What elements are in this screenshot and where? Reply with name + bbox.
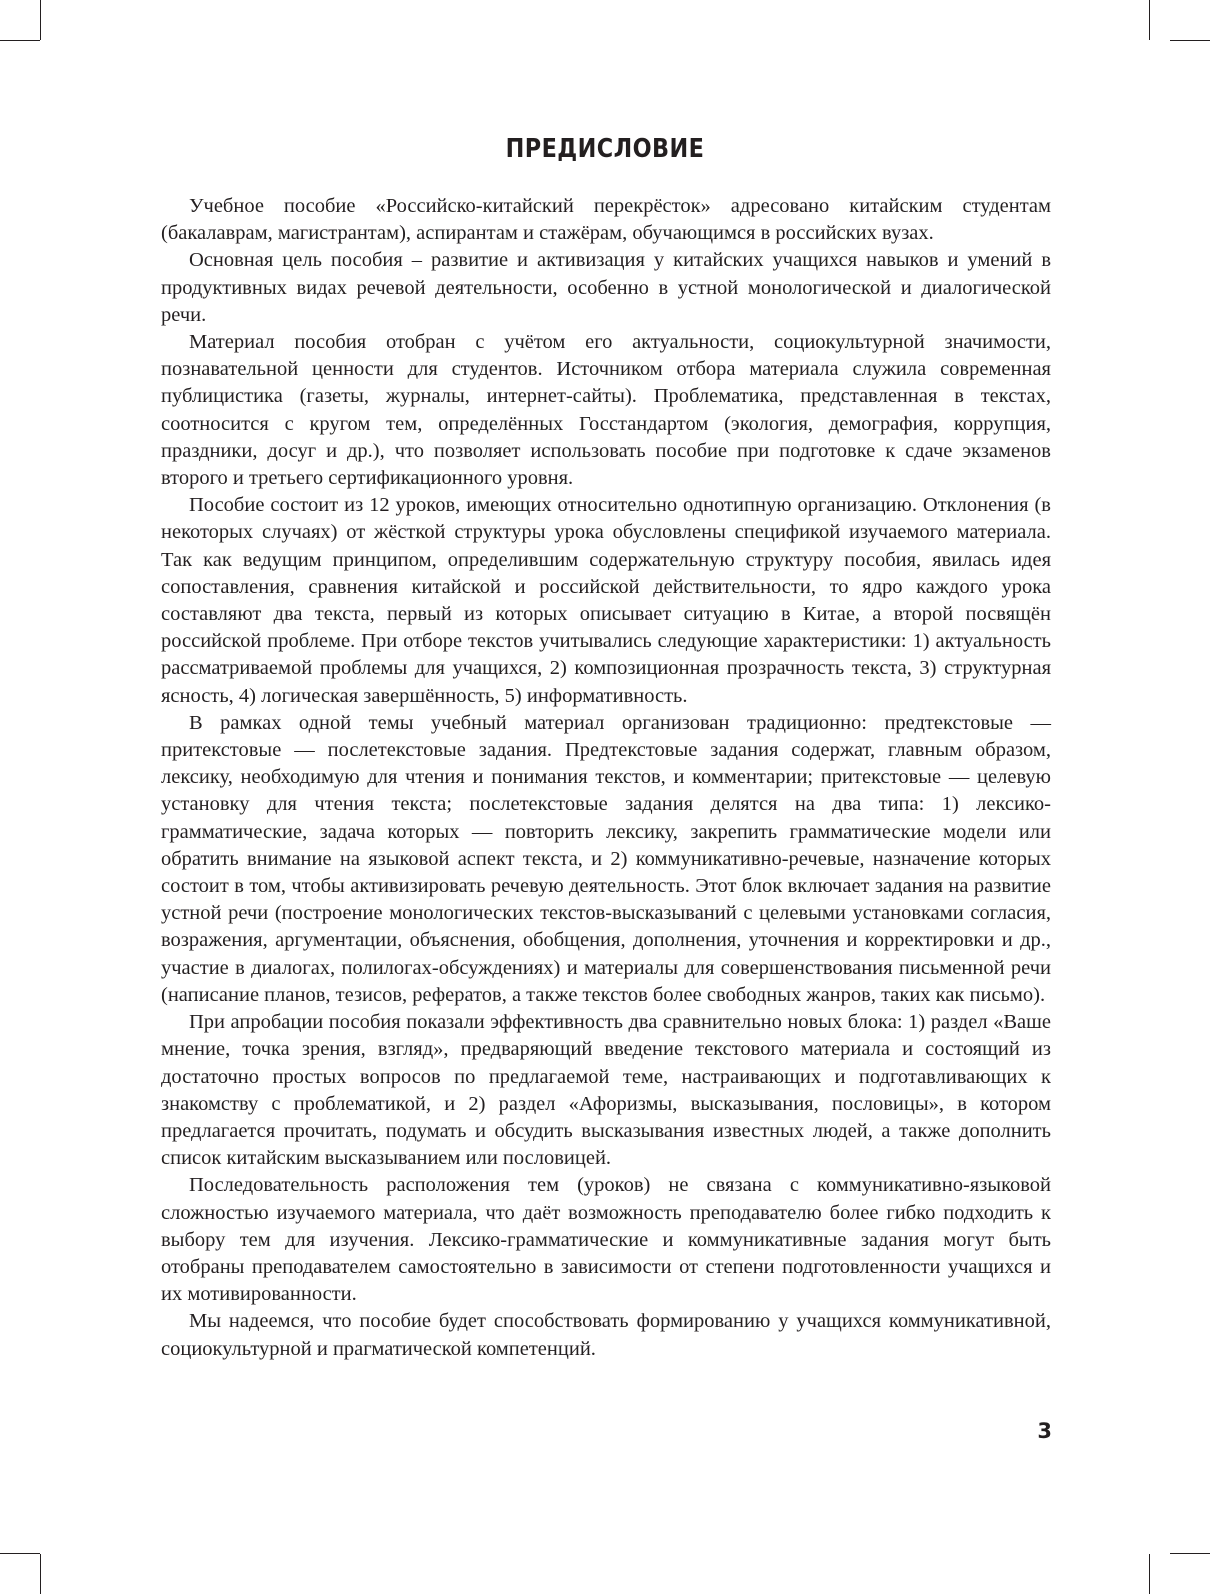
paragraph-7: Последовательность расположения тем (уроков) не связана с коммуникативно-языковой сложностью изучаемого материала, что даёт возможность преподавателю более гибко подходить к выбору тем для изучения. Лексико-грамматические и коммуникативные задания могут быть отобраны преподавателем самостоятельно в зависимости от степени подготовленности учащихся и их мотивированности. [161, 1174, 1051, 1306]
paragraph-2: Основная цель пособия – развитие и активизация у китайских учащихся навыков и умений в продуктивных видах речевой деятельности, особенно в устной монологической и диалогической речи. [161, 249, 1051, 326]
paragraph-6: При апробации пособия показали эффективность два сравнительно новых блока: 1) раздел «Ваше мнение, точка зрения, взгляд», предваряющий введение текстового материала и состоящий из достаточно простых вопросов по предлагаемой теме, настраивающих и подготавливающих к знакомству с проблематикой, и 2) раздел «Афоризмы, высказывания, пословицы», в котором предлагается прочитать, подумать и обсудить высказывания известных людей, а также дополнить список китайским высказыванием или пословицей. [161, 1011, 1051, 1170]
paragraph-1: Учебное пособие «Российско-китайский перекрёсток» адресовано китайским студентам (бакалаврам, магистрантам), аспирантам и стажёрам, обучающимся в российских вузах. [161, 195, 1051, 245]
crop-mark-top-right-h [1170, 40, 1210, 41]
paragraph-3: Материал пособия отобран с учётом его актуальности, социокультурной значимости, познавательной ценности для студентов. Источником отбора материала служила современная публицистика (газеты, журналы, интернет-сайты). Проблематика, представленная в текстах, соотносится с кругом тем, определённых Госстандартом (экология, демография, коррупция, праздники, досуг и др.), что позволяет использовать пособие при подготовке к сдаче экзаменов второго и третьего сертификационного уровня. [161, 331, 1051, 490]
page-title: ПРЕДИСЛОВИЕ [505, 134, 705, 164]
page-number: 3 [1037, 1419, 1052, 1443]
crop-mark-top-right [1149, 0, 1150, 40]
crop-mark-bottom-right-h [1170, 1553, 1210, 1554]
crop-mark-bottom-left-h [0, 1553, 40, 1554]
paragraph-4: Пособие состоит из 12 уроков, имеющих относительно однотипную организацию. Отклонения (в некоторых случаях) от жёсткой структуры урока обусловлены спецификой изучаемого материала. Так как ведущим принципом, определившим содержательную структуру пособия, явилась идея сопоставления, сравнения китайской и российской действительности, то ядро каждого урока составляют два текста, первый из которых описывает ситуацию в Китае, а второй посвящён российской проблеме. При отборе текстов учитывались следующие характеристики: 1) актуальность рассматриваемой проблемы для учащихся, 2) композиционная прозрачность текста, 3) структурная ясность, 4) логическая завершённость, 5) информативность. [161, 494, 1051, 707]
crop-mark-top-left-h [0, 40, 40, 41]
crop-mark-top-left [40, 0, 41, 40]
paragraph-5: В рамках одной темы учебный материал организован традиционно: предтекстовые — притекстовые — послетекстовые задания. Предтекстовые задания содержат, главным образом, лексику, необходимую для чтения и понимания текстов, и комментарии; притекстовые — целевую установку для чтения текста; послетекстовые задания делятся на два типа: 1) лексико-грамматические, задача которых — повторить лексику, закрепить грамматические модели или обратить внимание на языковой аспект текста, и 2) коммуникативно-речевые, назначение которых состоит в том, чтобы активизировать речевую деятельность. Этот блок включает задания на развитие устной речи (построение монологических текстов-высказываний с целевыми установками согласия, возражения, аргументации, объяснения, обобщения, дополнения, уточнения и корректировки и др., участие в диалогах, полилогах-обсуждениях) и материалы для совершенствования письменной речи (написание планов, тезисов, рефератов, а также текстов более свободных жанров, таких как письмо). [161, 711, 1051, 1006]
paragraph-8: Мы надеемся, что пособие будет способствовать формированию у учащихся коммуникативной, социокультурной и прагматической компетенций. [161, 1310, 1051, 1360]
preface-body [161, 193, 1051, 1363]
crop-mark-bottom-right [1149, 1554, 1150, 1594]
crop-mark-bottom-left [40, 1554, 41, 1594]
